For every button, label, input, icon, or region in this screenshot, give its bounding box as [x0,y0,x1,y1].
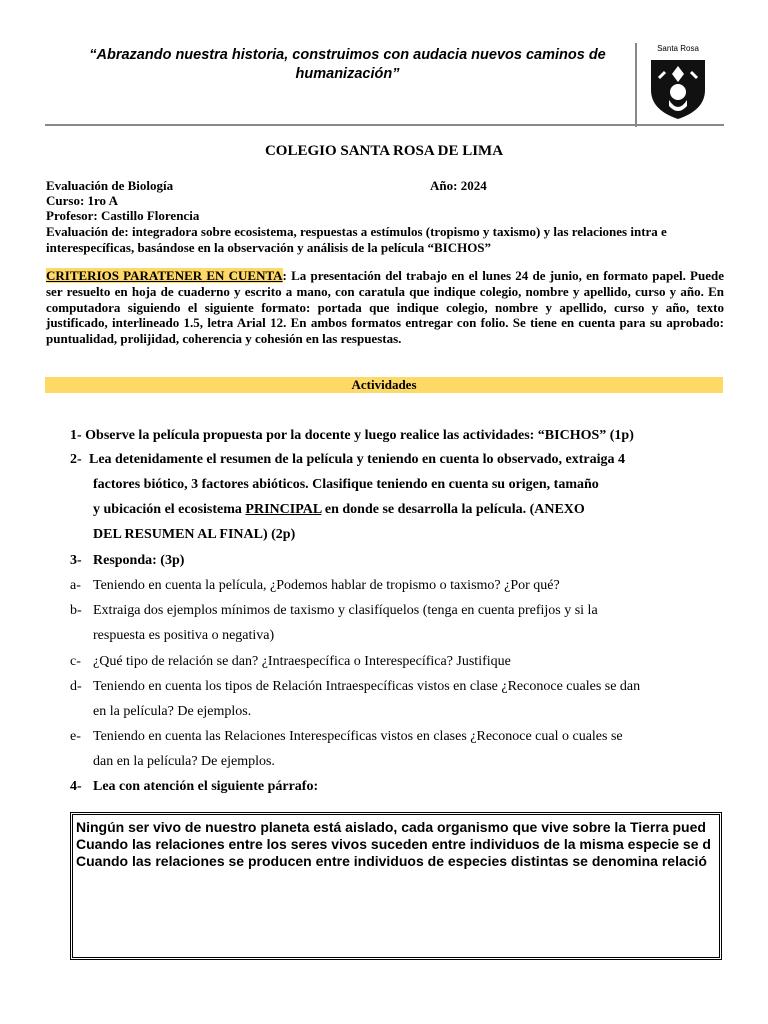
header-divider [635,43,637,127]
question-3 [70,548,726,573]
santa-rosa-crest-icon [647,56,709,122]
q3-text: Responda: (3p) [93,553,185,568]
criteria-text: : La presentación del trabajo en el lunes 24 de junio, en formato papel. Puede ser resuelto en hoja de cuaderno y escrito a mano, con caratula que indique colegio, nombre y apellido, curso y año. En computadora siguiendo el siguiente formato: portada que indique colegio, nombre y apellido, curso y año, texto justificado, interlineado 1.5, letra Arial 12. En ambos formatos entregar con folio. Se tiene en cuenta para su aprobado: puntualidad, prolijidad, coherencia y cohesión en las respuestas. [46,268,724,347]
criteria-label: CRITERIOS PARATENER EN CUENTA [46,268,283,283]
passage-line: Cuando las relaciones entre los seres vivos suceden entre individuos de la misma especie se d [76,836,711,852]
question-number: 3- [70,553,82,568]
item-text: en la película? De ejemplos. [93,704,252,719]
item-text: Teniendo en cuenta la película, ¿Podemos hablar de tropismo o taxismo? ¿Por qué? [93,578,560,593]
brand-name: Santa Rosa [657,44,699,53]
question-2 [70,447,726,547]
item-text: Teniendo en cuenta los tipos de Relación Intraespecíficas vistos en clase ¿Reconoce cuales se dan [93,679,641,694]
item-letter: d- [70,679,82,694]
item-text: Extraiga dos ejemplos mínimos de taxismo y clasifíquelos (tenga en cuenta prefijos y si la [93,603,598,618]
header-rule [45,124,724,126]
q2-line: factores biótico, 3 factores abióticos. Clasifique teniendo en cuenta su origen, tamaño [93,477,599,492]
evaluation-description: Evaluación de: integradora sobre ecosistema, respuestas a estímulos (tropismo y taxismo) y las relaciones intra e interespecíficas, basándose en la observación y análisis de la película “BICHOS” [46,224,667,255]
item-letter: c- [70,654,81,669]
question-4 [70,774,726,799]
subject-line: Evaluación de Biología [46,178,174,193]
item-text: respuesta es positiva o negativa) [93,628,275,643]
q4-text: Lea con atención el siguiente párrafo: [93,779,319,794]
item-a [70,573,726,598]
item-b [70,598,726,648]
item-text: dan en la película? De ejemplos. [93,754,275,769]
q2-line: DEL RESUMEN AL FINAL) (2p) [93,527,296,542]
passage-line: Cuando las relaciones se producen entre individuos de especies distintas se denomina relació [76,853,707,869]
item-e [70,724,726,774]
reading-passage-box [70,812,722,960]
item-text: ¿Qué tipo de relación se dan? ¿Intraespecífica o Interespecífica? Justifique [93,654,511,669]
question-number: 2- [70,452,82,467]
item-letter: a- [70,578,81,593]
question-1: 1- Observe la película propuesta por la docente y luego realice las actividades: “BICHOS” (1p) [70,428,634,443]
year-line: Año: 2024 [430,178,487,193]
item-c [70,649,726,674]
item-text: Teniendo en cuenta las Relaciones Interespecíficas vistos en clases ¿Reconoce cual o cuales se [93,729,623,744]
principal-emphasis: PRINCIPAL [245,502,322,517]
item-letter: b- [70,603,82,618]
teacher-line: Profesor: Castillo Florencia [46,208,200,223]
q2-line: Lea detenidamente el resumen de la película y teniendo en cuenta lo observado, extraiga 4 [89,452,625,467]
activities-heading: Actividades [45,377,723,393]
course-line: Curso: 1ro A [46,193,118,208]
criteria-paragraph [46,268,724,347]
header-motto: “Abrazando nuestra historia, construimos con audacia nuevos caminos de humanización” [89,47,606,82]
school-title: COLEGIO SANTA ROSA DE LIMA [264,143,504,159]
question-number: 4- [70,779,82,794]
item-letter: e- [70,729,81,744]
item-d [70,674,726,724]
passage-line: Ningún ser vivo de nuestro planeta está aislado, cada organismo que vive sobre la Tierra pued [76,819,706,835]
q2-line: y ubicación el ecosistema PRINCIPAL en donde se desarrolla la película. (ANEXO [93,502,585,517]
